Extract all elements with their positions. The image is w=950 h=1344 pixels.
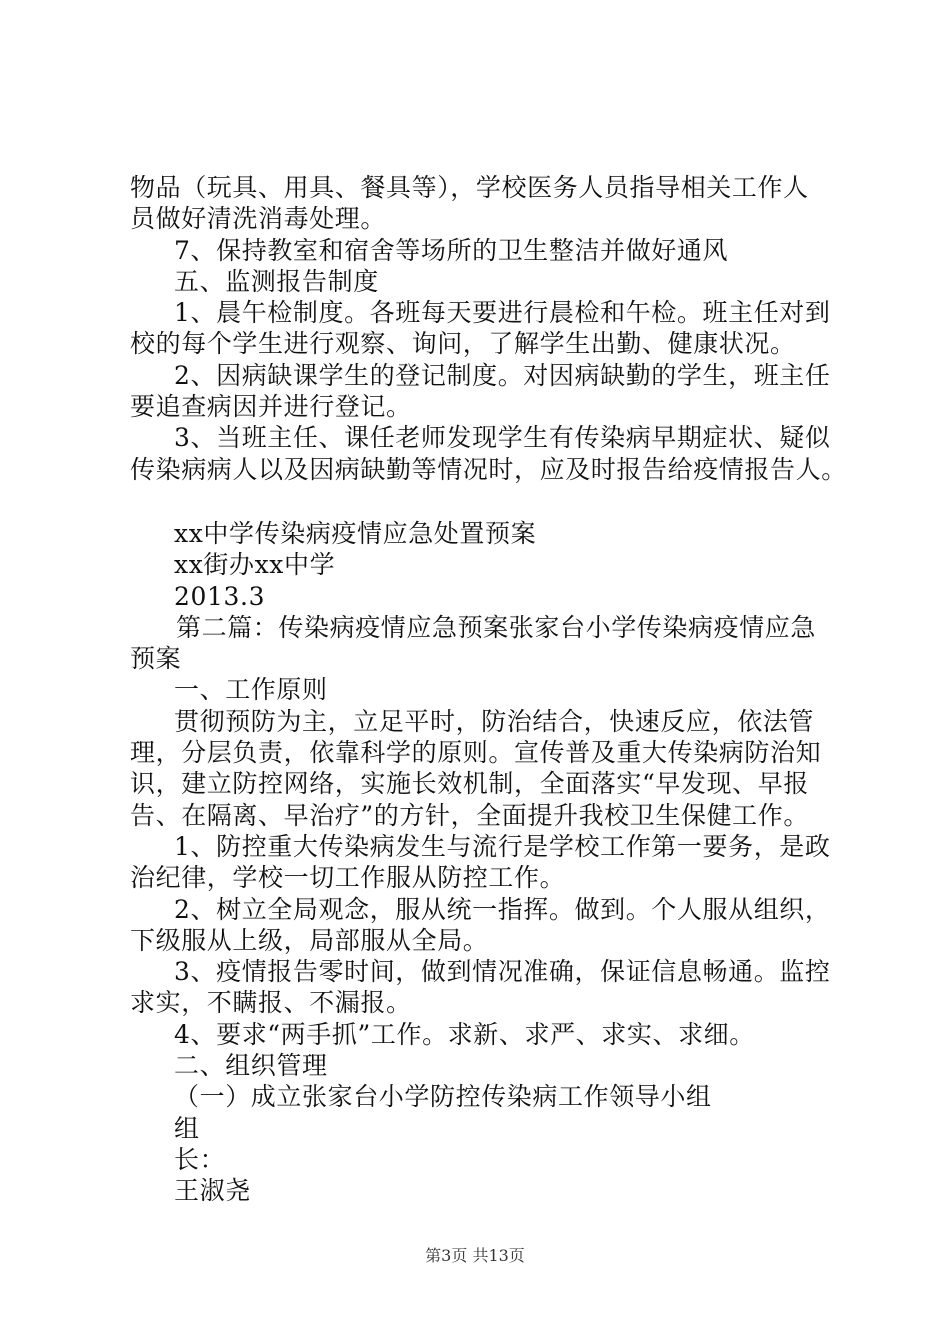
paragraph-line: 4、要求“两手抓”工作。求新、求严、求实、求细。 [174, 1019, 755, 1049]
blank-line [130, 485, 830, 518]
paragraph-line: 3、当班主任、课任老师发现学生有传染病早期症状、疑似 [174, 423, 831, 453]
paragraph-line: 理，分层负责，依靠科学的原则。宣传普及重大传染病防治知 [130, 738, 822, 768]
chapter-title-cont: 预案 [130, 644, 182, 674]
paragraph-line: 下级服从上级，局部服从全局。 [130, 925, 489, 955]
section-heading: 五、监测报告制度 [174, 266, 379, 296]
subsection-heading: （一）成立张家台小学防控传染病工作领导小组 [174, 1082, 712, 1112]
paragraph-line: 要追查病因并进行登记。 [130, 392, 412, 422]
section-heading: 一、工作原则 [174, 675, 328, 705]
role-label: 长： [174, 1144, 226, 1174]
paragraph-line: 物品（玩具、用具、餐具等），学校医务人员指导相关工作人 [130, 173, 809, 202]
section-heading: 二、组织管理 [174, 1051, 328, 1081]
document-title: xx中学传染病疫情应急处置预案 [174, 518, 537, 548]
paragraph-line: 贯彻预防为主，立足平时，防治结合，快速反应，依法管 [174, 706, 815, 736]
paragraph-line: 求实，不瞒报、不漏报。 [130, 988, 412, 1018]
paragraph-line: 传染病病人以及因病缺勤等情况时，应及时报告给疫情报告人。 [130, 454, 847, 484]
document-date: 2013.3 [174, 581, 266, 611]
page-footer: 第3页 共13页 [425, 1246, 525, 1265]
paragraph-line: 1、晨午检制度。各班每天要进行晨检和午检。班主任对到 [174, 298, 831, 328]
chapter-title: 第二篇：传染病疫情应急预案张家台小学传染病疫情应急 [176, 612, 817, 642]
person-name: 王淑尧 [174, 1176, 251, 1206]
paragraph-line: 治纪律，学校一切工作服从防控工作。 [130, 863, 566, 893]
paragraph-line: 2、树立全局观念，服从统一指挥。做到。个人服从组织， [174, 894, 831, 924]
paragraph-line: 校的每个学生进行观察、询问，了解学生出勤、健康状况。 [130, 329, 796, 359]
document-issuer: xx街办xx中学 [174, 550, 336, 580]
paragraph-line: 识，建立防控网络，实施长效机制，全面落实“早发现、早报 [130, 769, 809, 799]
paragraph-line: 1、防控重大传染病发生与流行是学校工作第一要务，是政 [174, 831, 831, 861]
paragraph-line: 7、保持教室和宿舍等场所的卫生整洁并做好通风 [174, 235, 729, 265]
paragraph-line: 告、在隔离、早治疗”的方针，全面提升我校卫生保健工作。 [130, 800, 809, 830]
paragraph-line: 2、因病缺课学生的登记制度。对因病缺勤的学生，班主任 [174, 360, 831, 390]
paragraph-line: 员做好清洗消毒处理。 [130, 204, 387, 234]
document-body [130, 172, 847, 1207]
role-label: 组 [174, 1113, 200, 1143]
paragraph-line: 3、疫情报告零时间，做到情况准确，保证信息畅通。监控 [174, 957, 831, 987]
